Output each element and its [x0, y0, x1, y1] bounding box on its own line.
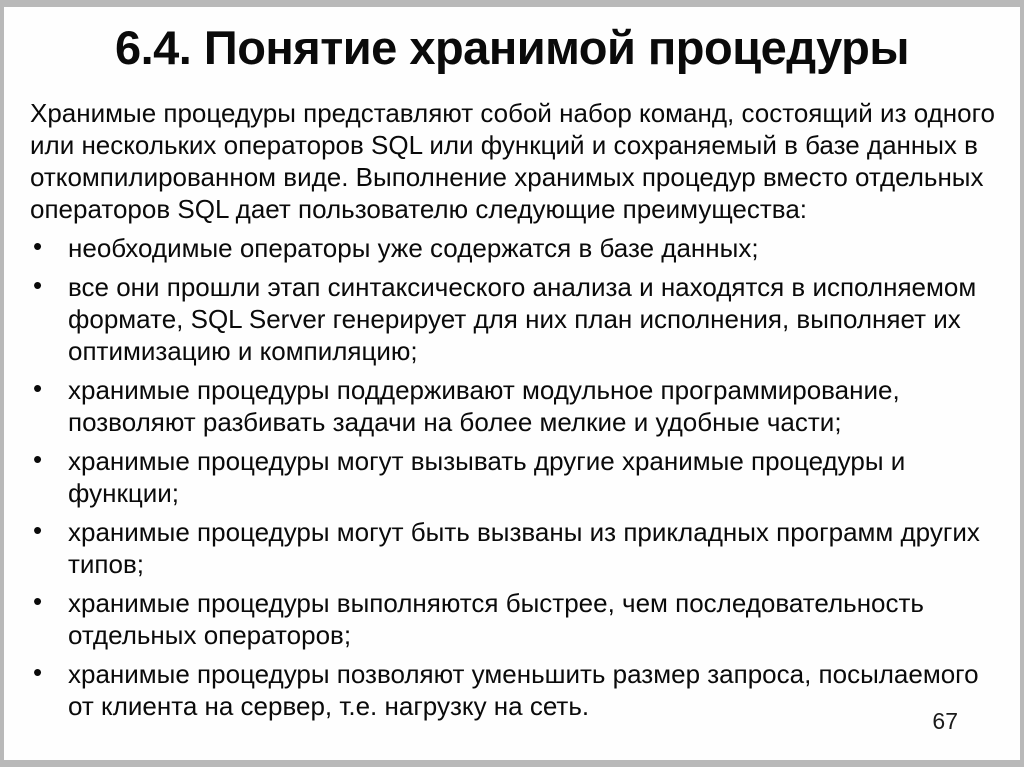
- slide-body: [4, 75, 998, 722]
- bullet-text: хранимые процедуры поддерживают модульное программирование, позволяют разбивать задачи на более мелкие и удобные части;: [68, 375, 900, 437]
- bullet-marker: •: [33, 586, 43, 616]
- intro-paragraph: Хранимые процедуры представляют собой набор команд, состоящий из одного или нескольких операторов SQL или функций и сохраняемый в базе данных в откомпилированном виде. Выполнение хранимых процедур вместо отдельных операторов SQL дает пользователю следующие преимущества:: [30, 98, 995, 224]
- bullet-text: хранимые процедуры могут вызывать другие хранимые процедуры и функции;: [68, 446, 906, 508]
- bullet-marker: •: [33, 231, 43, 261]
- bullet-list: [30, 232, 998, 722]
- bullet-text: хранимые процедуры могут быть вызваны из прикладных программ других типов;: [68, 517, 980, 579]
- bullet-marker: •: [33, 444, 43, 474]
- bullet-text: необходимые операторы уже содержатся в базе данных;: [68, 233, 759, 263]
- slide-title: 6.4. Понятие хранимой процедуры: [114, 21, 910, 74]
- bullet-text: хранимые процедуры выполняются быстрее, чем последовательность отдельных операторов;: [68, 588, 924, 650]
- list-item: [30, 445, 998, 509]
- list-item: [30, 374, 998, 438]
- page-number: 67: [932, 708, 958, 734]
- bullet-marker: •: [33, 657, 43, 687]
- bullet-marker: •: [33, 270, 43, 300]
- list-item: [30, 232, 998, 264]
- bullet-text: все они прошли этап синтаксического анализа и находятся в исполняемом формате, SQL Server генерирует для них план исполнения, выполняет их оптимизацию и компиляцию;: [68, 272, 977, 366]
- list-item: [30, 271, 998, 367]
- list-item: [30, 658, 998, 722]
- bullet-text: хранимые процедуры позволяют уменьшить размер запроса, посылаемого от клиента на сервер, т.е. нагрузку на сеть.: [68, 659, 979, 721]
- list-item: [30, 516, 998, 580]
- list-item: [30, 587, 998, 651]
- bullet-marker: •: [33, 373, 43, 403]
- bullet-marker: •: [33, 515, 43, 545]
